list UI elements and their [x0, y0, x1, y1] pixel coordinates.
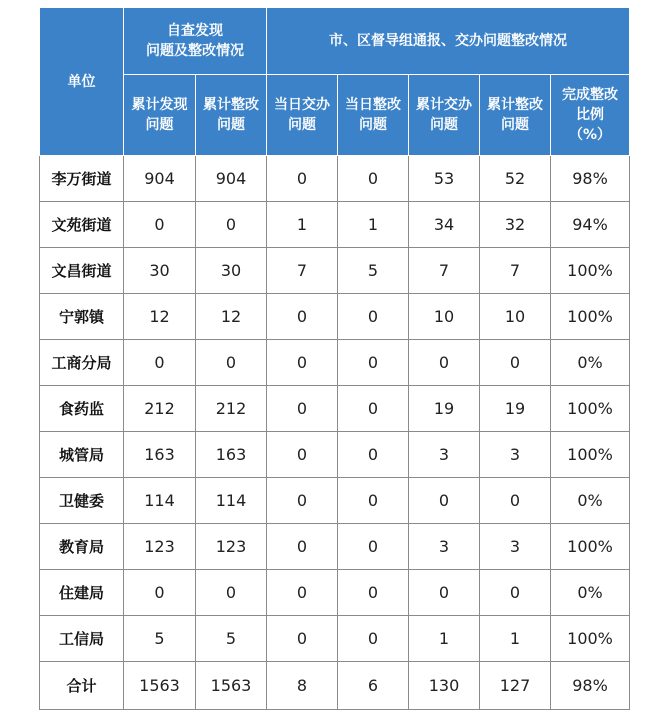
header-completion-ratio [551, 75, 630, 156]
header-self-inspection-line-1: 自查发现 [167, 23, 223, 39]
cell-cumulative-found: 904 [124, 156, 196, 202]
cell-unit: 李万街道 [40, 156, 124, 202]
table-row [40, 156, 630, 202]
cell-cumulative-assigned: 53 [409, 156, 480, 202]
cell-completion-ratio: 98% [551, 662, 630, 710]
cell-cumulative-rectified-assigned: 10 [480, 294, 551, 340]
header-line: （%） [569, 127, 612, 143]
cell-unit: 文昌街道 [40, 248, 124, 294]
cell-daily-assigned: 1 [267, 202, 338, 248]
cell-cumulative-rectified-assigned: 1 [480, 616, 551, 662]
header-daily-assigned [267, 75, 338, 156]
cell-cumulative-rectified-assigned: 0 [480, 570, 551, 616]
cell-cumulative-found: 1563 [124, 662, 196, 710]
cell-daily-rectified: 6 [338, 662, 409, 710]
table-row [40, 616, 630, 662]
cell-unit: 城管局 [40, 432, 124, 478]
cell-daily-rectified: 0 [338, 294, 409, 340]
cell-cumulative-rectified: 114 [196, 478, 267, 524]
table-header [40, 8, 630, 156]
cell-cumulative-rectified-assigned: 52 [480, 156, 551, 202]
header-self-inspection [124, 8, 267, 75]
cell-completion-ratio: 100% [551, 524, 630, 570]
header-line: 比例 [576, 107, 605, 123]
rectification-table [39, 7, 630, 710]
cell-daily-assigned: 8 [267, 662, 338, 710]
cell-daily-assigned: 0 [267, 432, 338, 478]
cell-daily-rectified: 0 [338, 340, 409, 386]
cell-daily-assigned: 0 [267, 386, 338, 432]
cell-daily-assigned: 0 [267, 570, 338, 616]
cell-cumulative-found: 30 [124, 248, 196, 294]
cell-daily-rectified: 0 [338, 524, 409, 570]
header-line: 问题 [359, 117, 387, 133]
cell-daily-rectified: 0 [338, 570, 409, 616]
cell-daily-assigned: 0 [267, 156, 338, 202]
cell-cumulative-found: 0 [124, 340, 196, 386]
table-row [40, 524, 630, 570]
cell-daily-assigned: 0 [267, 478, 338, 524]
table-body [40, 156, 630, 710]
header-cumulative-rectified-assigned [480, 75, 551, 156]
cell-cumulative-rectified-assigned: 0 [480, 340, 551, 386]
cell-completion-ratio: 0% [551, 340, 630, 386]
cell-cumulative-found: 12 [124, 294, 196, 340]
cell-unit: 食药监 [40, 386, 124, 432]
header-cumulative-rectified [196, 75, 267, 156]
cell-cumulative-rectified: 5 [196, 616, 267, 662]
header-line: 当日整改 [345, 97, 401, 113]
cell-unit: 宁郭镇 [40, 294, 124, 340]
cell-unit: 工信局 [40, 616, 124, 662]
cell-completion-ratio: 0% [551, 478, 630, 524]
cell-cumulative-found: 163 [124, 432, 196, 478]
header-line: 问题 [501, 117, 529, 133]
cell-cumulative-assigned: 0 [409, 570, 480, 616]
cell-cumulative-assigned: 34 [409, 202, 480, 248]
rectification-table-container [39, 7, 629, 710]
cell-cumulative-assigned: 3 [409, 524, 480, 570]
cell-cumulative-assigned: 1 [409, 616, 480, 662]
table-row [40, 432, 630, 478]
cell-cumulative-rectified-assigned: 3 [480, 432, 551, 478]
cell-unit: 合计 [40, 662, 124, 710]
cell-daily-assigned: 0 [267, 340, 338, 386]
table-row [40, 202, 630, 248]
cell-daily-assigned: 0 [267, 524, 338, 570]
table-row [40, 570, 630, 616]
cell-cumulative-rectified: 163 [196, 432, 267, 478]
cell-daily-rectified: 1 [338, 202, 409, 248]
cell-cumulative-found: 0 [124, 202, 196, 248]
cell-cumulative-found: 0 [124, 570, 196, 616]
cell-unit: 卫健委 [40, 478, 124, 524]
table-row [40, 386, 630, 432]
header-line: 累计交办 [416, 97, 472, 113]
cell-cumulative-found: 212 [124, 386, 196, 432]
table-row [40, 340, 630, 386]
cell-cumulative-rectified: 30 [196, 248, 267, 294]
cell-cumulative-rectified: 904 [196, 156, 267, 202]
cell-cumulative-assigned: 130 [409, 662, 480, 710]
header-line: 问题 [430, 117, 458, 133]
cell-cumulative-assigned: 7 [409, 248, 480, 294]
header-line: 累计发现 [131, 97, 188, 113]
cell-cumulative-rectified: 123 [196, 524, 267, 570]
cell-completion-ratio: 100% [551, 386, 630, 432]
cell-cumulative-rectified: 12 [196, 294, 267, 340]
cell-cumulative-assigned: 0 [409, 478, 480, 524]
cell-daily-rectified: 0 [338, 478, 409, 524]
cell-cumulative-rectified-assigned: 19 [480, 386, 551, 432]
cell-cumulative-rectified: 0 [196, 340, 267, 386]
header-self-inspection-line-2: 问题及整改情况 [146, 43, 244, 59]
cell-daily-assigned: 7 [267, 248, 338, 294]
header-line: 问题 [145, 117, 174, 133]
cell-daily-rectified: 0 [338, 616, 409, 662]
cell-unit: 教育局 [40, 524, 124, 570]
cell-cumulative-assigned: 10 [409, 294, 480, 340]
cell-cumulative-rectified-assigned: 3 [480, 524, 551, 570]
cell-cumulative-rectified: 212 [196, 386, 267, 432]
table-total-row [40, 662, 630, 710]
cell-daily-rectified: 0 [338, 432, 409, 478]
header-line: 完成整改 [562, 87, 619, 103]
header-line: 累计整改 [487, 97, 543, 113]
cell-unit: 住建局 [40, 570, 124, 616]
cell-cumulative-found: 123 [124, 524, 196, 570]
cell-cumulative-rectified-assigned: 0 [480, 478, 551, 524]
table-row [40, 294, 630, 340]
header-daily-rectified [338, 75, 409, 156]
header-cumulative-found [124, 75, 196, 156]
cell-daily-rectified: 5 [338, 248, 409, 294]
cell-completion-ratio: 0% [551, 570, 630, 616]
cell-cumulative-rectified-assigned: 32 [480, 202, 551, 248]
header-line: 累计整改 [203, 97, 259, 113]
cell-daily-rectified: 0 [338, 386, 409, 432]
header-line: 问题 [217, 117, 245, 133]
cell-cumulative-rectified-assigned: 7 [480, 248, 551, 294]
cell-completion-ratio: 100% [551, 248, 630, 294]
cell-cumulative-assigned: 19 [409, 386, 480, 432]
cell-cumulative-rectified-assigned: 127 [480, 662, 551, 710]
cell-daily-assigned: 0 [267, 616, 338, 662]
cell-completion-ratio: 98% [551, 156, 630, 202]
cell-completion-ratio: 94% [551, 202, 630, 248]
cell-cumulative-assigned: 3 [409, 432, 480, 478]
cell-completion-ratio: 100% [551, 432, 630, 478]
header-line: 当日交办 [274, 97, 330, 113]
cell-cumulative-found: 114 [124, 478, 196, 524]
cell-unit: 工商分局 [40, 340, 124, 386]
table-row [40, 478, 630, 524]
cell-unit: 文苑街道 [40, 202, 124, 248]
header-city-district-supervision: 市、区督导组通报、交办问题整改情况 [267, 8, 630, 75]
cell-cumulative-rectified: 0 [196, 202, 267, 248]
cell-cumulative-rectified: 0 [196, 570, 267, 616]
table-row [40, 248, 630, 294]
cell-completion-ratio: 100% [551, 294, 630, 340]
header-line: 问题 [288, 117, 316, 133]
cell-cumulative-found: 5 [124, 616, 196, 662]
cell-completion-ratio: 100% [551, 616, 630, 662]
cell-cumulative-rectified: 1563 [196, 662, 267, 710]
header-cumulative-assigned [409, 75, 480, 156]
cell-cumulative-assigned: 0 [409, 340, 480, 386]
cell-daily-assigned: 0 [267, 294, 338, 340]
header-unit: 单位 [40, 8, 124, 156]
cell-daily-rectified: 0 [338, 156, 409, 202]
